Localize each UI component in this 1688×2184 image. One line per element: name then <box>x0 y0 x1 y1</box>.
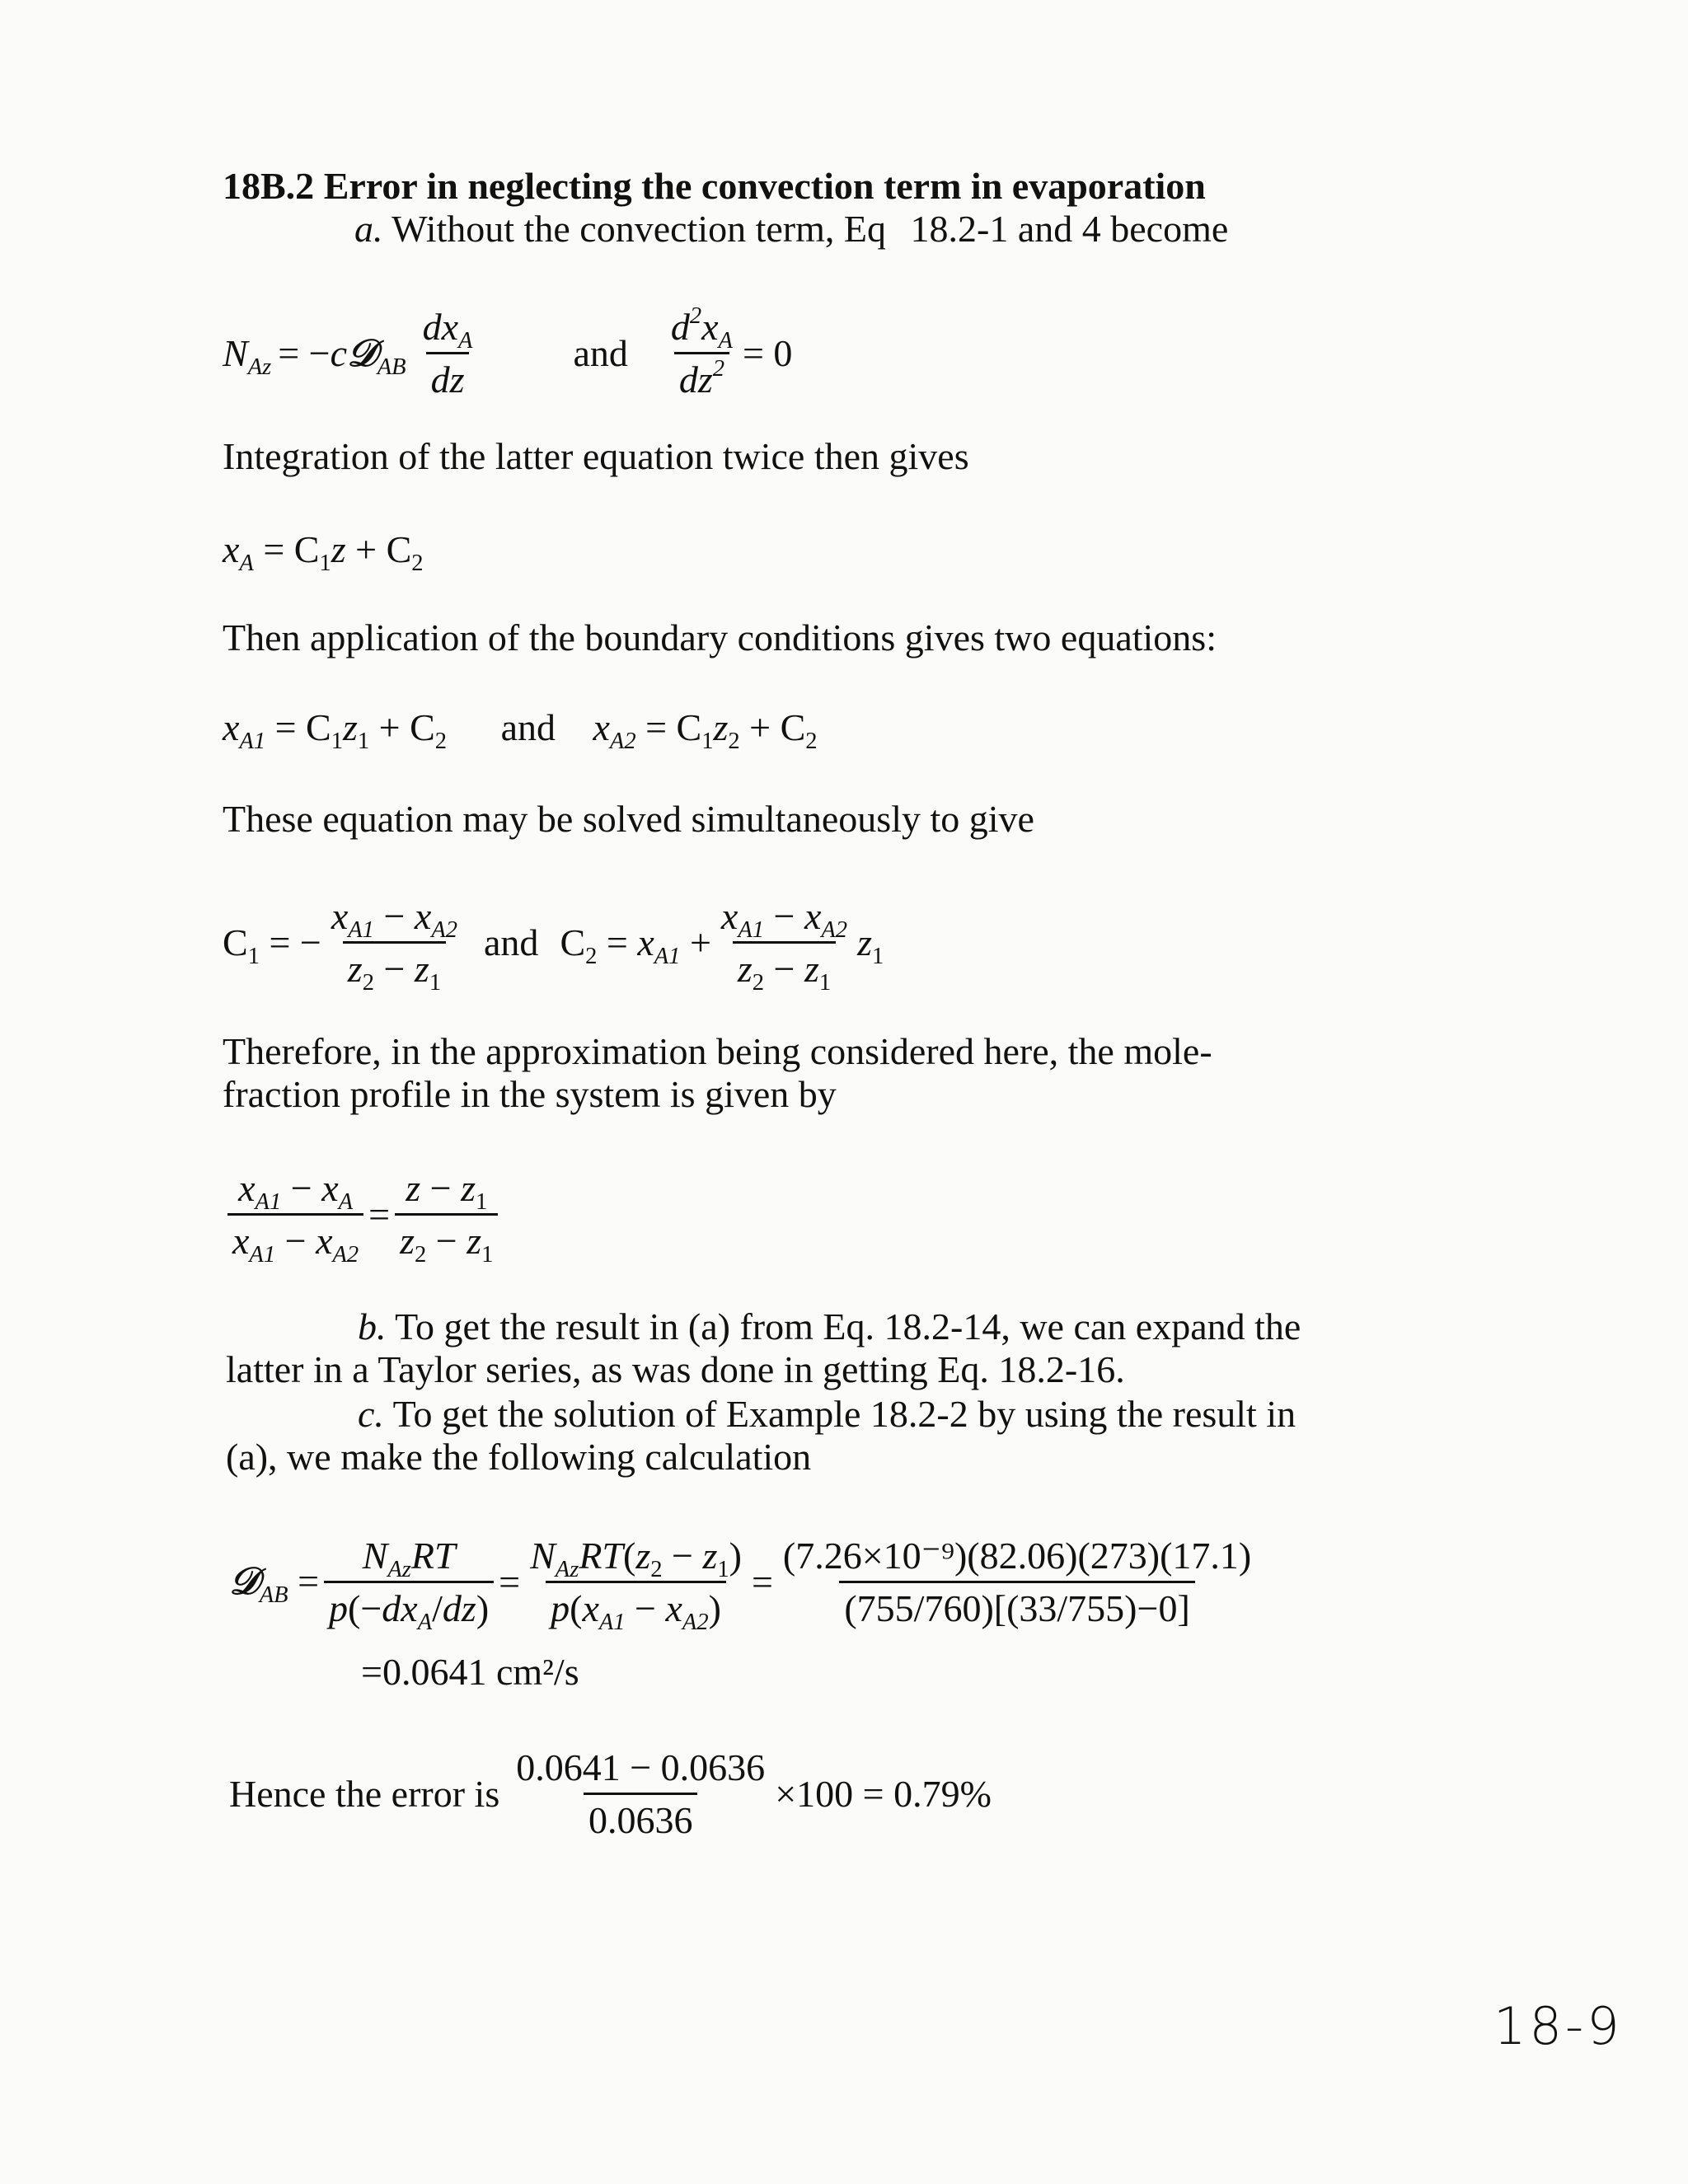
equation-diffusivity-calculation: 𝒟$_{AB}$ = $\frac{N_{Az}RT}{p(-dx_A/dz)}$ = $\frac{N_{Az}RT(z_2 - z_1)}{p(x_{A1} - x_{A2})}$ = $\frac{\text{(7.26×10⁻⁹)(82.06)(273)(17.1)}}{(755/760)[(33/755)-0]}$ <box>229 1533 1261 1630</box>
problem-number: 18B.2 <box>223 165 315 207</box>
error-numerator: 0.0641 − 0.0636 <box>516 1746 766 1788</box>
part-b-text-1: To get the result in (a) from Eq. 18.2-14, we can expand the <box>395 1305 1301 1347</box>
part-c-line-2: (a), we make the following calculation <box>226 1436 812 1478</box>
problem-heading <box>223 165 1206 209</box>
denominator-values: (755/760)[(33/755)−0] <box>839 1581 1194 1630</box>
therefore-line-1: Therefore, in the approximation being considered here, the mole- <box>223 1030 1212 1072</box>
error-result: ×100 = 0.79% <box>775 1773 992 1815</box>
and-word-1: and <box>573 332 628 374</box>
part-b-label: b. <box>358 1305 387 1347</box>
solve-text: These equation may be solved simultaneously to give <box>223 798 1034 840</box>
and-word-3: and <box>484 921 539 963</box>
equation-flux-and-ode: $N_{Az}$ = −c𝒟$_{AB}$ $\frac{dx_A}{dz}$ and $\frac{d^2x_A}{dz^2}$ = 0 <box>223 303 793 401</box>
error-prefix: Hence the error is <box>229 1773 500 1815</box>
part-a-intro-tail: 18.2-1 and 4 become <box>910 208 1229 250</box>
part-b-line-1 <box>358 1305 1301 1349</box>
diffusivity-result: =0.0641 cm²/s <box>361 1651 579 1693</box>
equation-linear-profile: $x_A = C_1z + C_2$ <box>223 528 424 576</box>
equation-constants: $C_1$ = − $\frac{x_{A1} - x_{A2}}{z_2 - z_1}$ and $C_2 = x_{A1}$ + $\frac{x_{A1} - x_{A2}}{z_2 - z_1}$ $z_1$ <box>223 895 884 996</box>
boundary-conditions-text: Then application of the boundary conditions gives two equations: <box>223 616 1217 658</box>
page-number: 18-9 <box>1493 1996 1623 2056</box>
error-denominator: 0.0636 <box>584 1793 698 1842</box>
part-c-line-1 <box>358 1393 1296 1436</box>
part-a-intro-text: Without the convection term, Eq <box>392 208 886 250</box>
part-a-label: a. <box>354 208 383 250</box>
equation-mole-fraction-profile: $\frac{x_{A1} - x_A}{x_{A1} - x_{A2}}$ = $\frac{z - z_1}{z_2 - z_1}$ <box>223 1166 503 1263</box>
part-a-intro <box>354 208 1228 251</box>
part-c-text-1: To get the solution of Example 18.2-2 by using the result in <box>392 1393 1296 1435</box>
integration-text: Integration of the latter equation twice then gives <box>223 435 969 477</box>
and-word-2: and <box>500 706 556 748</box>
therefore-line-2: fraction profile in the system is given by <box>223 1073 837 1115</box>
problem-title: Error in neglecting the convection term in evaporation <box>323 165 1206 207</box>
part-c-label: c. <box>358 1393 384 1435</box>
numerator-values: (7.26×10⁻⁹)(82.06)(273)(17.1) <box>782 1535 1252 1577</box>
equation-boundary-conditions: $x_{A1} = C_1z_1 + C_2$ and $x_{A2} = C_1z_2 + C_2$ <box>223 706 818 754</box>
equation-error <box>229 1746 992 1842</box>
part-b-line-2: latter in a Taylor series, as was done in getting Eq. 18.2-16. <box>226 1348 1125 1390</box>
